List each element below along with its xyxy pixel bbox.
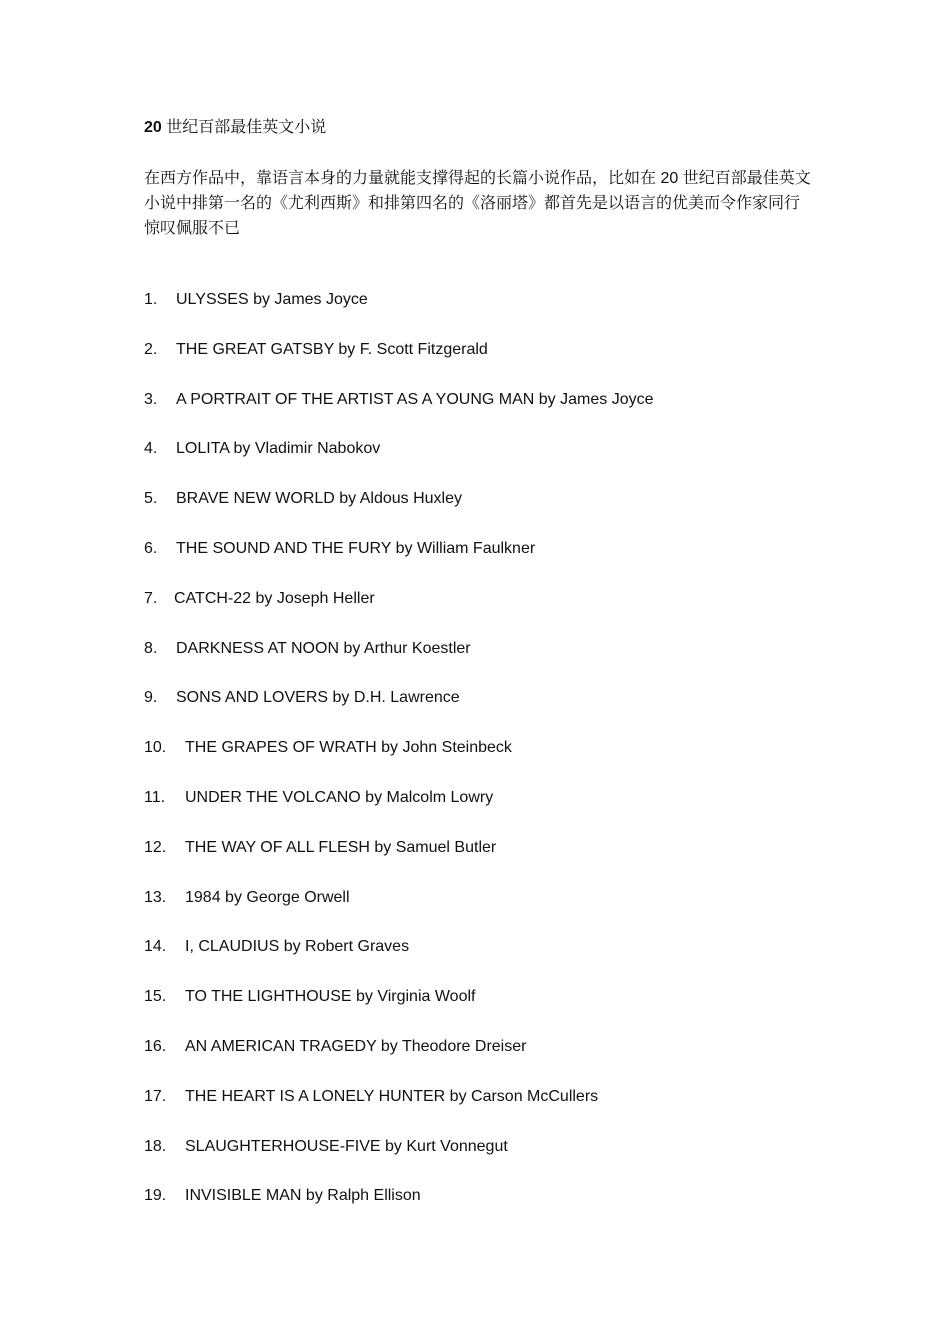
document-body — [144, 116, 824, 1205]
list-item-number: 4. — [144, 440, 158, 458]
list-item-text: THE WAY OF ALL FLESH by Samuel Butler — [185, 838, 497, 856]
list-item-number: 19. — [144, 1187, 167, 1205]
list-item-text: THE HEART IS A LONELY HUNTER by Carson McCullers — [185, 1087, 599, 1105]
list-item-number: 18. — [144, 1137, 167, 1155]
list-item-text: CATCH-22 by Joseph Heller — [174, 589, 375, 607]
list-item-number: 14. — [144, 938, 167, 956]
list-item — [144, 935, 653, 985]
list-item — [144, 338, 653, 388]
list-item — [144, 985, 653, 1035]
list-item-text: THE GRAPES OF WRATH by John Steinbeck — [185, 739, 512, 757]
list-item — [144, 288, 653, 338]
list-item — [144, 736, 653, 786]
list-item — [144, 1085, 653, 1135]
intro-paragraph: 在西方作品中，靠语言本身的力量就能支撑得起的长篇小说作品，比如在 20 世纪百部最佳英文小说中排第一名的《尤利西斯》和排第四名的《洛丽塔》都首先是以语言的优美而令作家同行惊叹佩服不已 — [144, 170, 811, 237]
list-item — [144, 487, 653, 537]
list-item-number: 1. — [144, 291, 158, 308]
list-item-number: 2. — [144, 340, 158, 358]
title-text: 世纪百部最佳英文小说 — [161, 119, 327, 136]
list-item-text: BRAVE NEW WORLD by Aldous Huxley — [176, 490, 463, 508]
list-item — [144, 388, 653, 438]
list-item-number: 11. — [144, 788, 166, 806]
list-item — [144, 686, 653, 736]
list-item — [144, 886, 653, 936]
list-item — [144, 637, 653, 687]
list-item-number: 16. — [144, 1037, 167, 1055]
list-item-number: 10. — [144, 739, 167, 757]
list-item-text: ULYSSES by James Joyce — [176, 291, 368, 308]
list-item-text: THE GREAT GATSBY by F. Scott Fitzgerald — [176, 340, 488, 358]
list-item-text: LOLITA by Vladimir Nabokov — [176, 440, 381, 458]
list-item-number: 6. — [144, 539, 158, 557]
list-item — [144, 836, 653, 886]
list-item-text: THE SOUND AND THE FURY by William Faulkner — [176, 539, 536, 557]
list-item — [144, 1135, 653, 1185]
novel-list — [144, 288, 653, 1234]
list-item-number: 17. — [144, 1087, 167, 1105]
list-item — [144, 537, 653, 587]
list-item — [144, 587, 653, 637]
list-item-number: 9. — [144, 689, 158, 707]
list-item — [144, 786, 653, 836]
list-item-text: SLAUGHTERHOUSE-FIVE by Kurt Vonnegut — [185, 1137, 508, 1155]
list-item-text: UNDER THE VOLCANO by Malcolm Lowry — [185, 788, 494, 806]
list-item-text: DARKNESS AT NOON by Arthur Koestler — [176, 639, 471, 657]
list-item-number: 3. — [144, 390, 158, 408]
title-number: 20 — [144, 119, 162, 136]
list-item-number: 12. — [144, 838, 167, 856]
list-item-text: A PORTRAIT OF THE ARTIST AS A YOUNG MAN by James Joyce — [176, 390, 654, 408]
list-item — [144, 1184, 653, 1234]
list-item-text: AN AMERICAN TRAGEDY by Theodore Dreiser — [185, 1037, 527, 1055]
list-item — [144, 437, 653, 487]
list-item-number: 7. — [144, 589, 158, 607]
list-item-text: SONS AND LOVERS by D.H. Lawrence — [176, 689, 460, 707]
document-title — [144, 116, 824, 140]
list-item-text: INVISIBLE MAN by Ralph Ellison — [185, 1187, 421, 1205]
list-item-number: 5. — [144, 490, 158, 508]
list-item-number: 15. — [144, 988, 167, 1006]
list-item-text: 1984 by George Orwell — [185, 888, 350, 906]
list-item-text: TO THE LIGHTHOUSE by Virginia Woolf — [185, 988, 476, 1006]
list-item-number: 13. — [144, 888, 167, 906]
list-item-text: I, CLAUDIUS by Robert Graves — [185, 938, 410, 956]
list-item — [144, 1035, 653, 1085]
list-item-number: 8. — [144, 639, 158, 657]
